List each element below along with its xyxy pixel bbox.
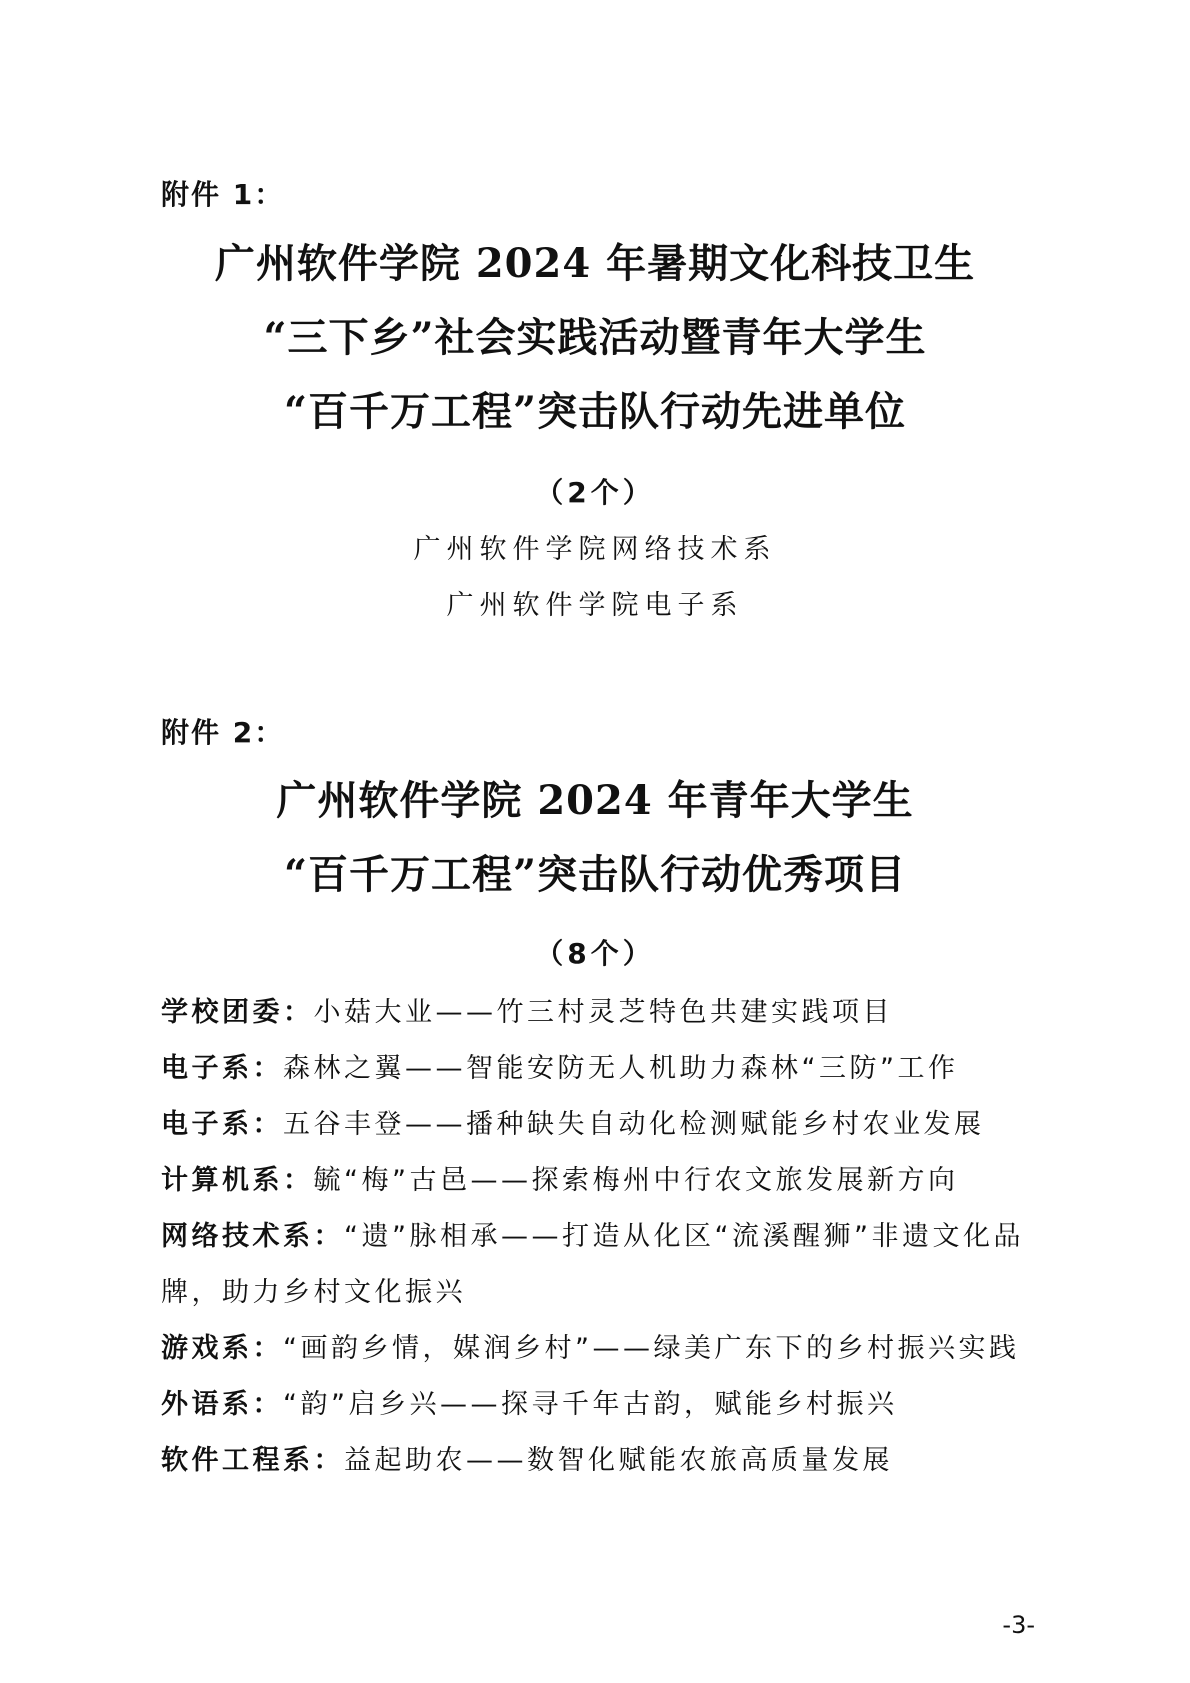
project-name: 益起助农——数智化赋能农旅高质量发展: [344, 1445, 893, 1476]
project-department: 网络技术系：: [161, 1221, 344, 1252]
project-department: 电子系：: [161, 1109, 283, 1140]
attachment-1-title-line-3: “百千万工程”突击队行动先进单位: [283, 388, 906, 435]
project-name: 毓“梅”古邑——探索梅州中行农文旅发展新方向: [313, 1165, 959, 1196]
project-department: 游戏系：: [161, 1333, 283, 1364]
project-department: 外语系：: [161, 1389, 283, 1420]
project-name: “韵”启乡兴——探寻千年古韵，赋能乡村振兴: [283, 1389, 898, 1420]
project-department: 电子系：: [161, 1053, 283, 1084]
project-department: 学校团委：: [161, 997, 314, 1028]
project-item: [161, 1377, 1031, 1433]
attachment-2-title: [0, 764, 1190, 912]
project-department: 软件工程系：: [161, 1445, 344, 1476]
project-item: [161, 1097, 1031, 1153]
project-name: “遗”脉相承——打造从化区“流溪醒狮”非遗文化品牌，助力乡村文化振兴: [161, 1221, 1024, 1308]
attachment-2-label: 附件 2：: [161, 716, 285, 749]
project-item: [161, 985, 1031, 1041]
project-item: [161, 1433, 1031, 1489]
attachment-1-unit-list: [0, 522, 1190, 634]
project-item: [161, 1041, 1031, 1097]
unit-item: 广州软件学院网络技术系: [413, 534, 777, 565]
project-name: 森林之翼——智能安防无人机助力森林“三防”工作: [283, 1053, 959, 1084]
attachment-1-title: [0, 227, 1190, 449]
attachment-1-count: （2个）: [535, 476, 655, 509]
project-item: [161, 1321, 1031, 1377]
attachment-1-title-line-1: 广州软件学院 2024 年暑期文化科技卫生: [214, 240, 976, 287]
project-item: [161, 1153, 1031, 1209]
project-name: 小菇大业——竹三村灵芝特色共建实践项目: [313, 997, 893, 1028]
attachment-2-count: （8个）: [535, 937, 655, 970]
project-item: [161, 1209, 1031, 1321]
attachment-2-title-line-2: “百千万工程”突击队行动优秀项目: [283, 851, 906, 898]
unit-item: 广州软件学院电子系: [446, 590, 744, 621]
attachment-1-label: 附件 1：: [161, 178, 285, 211]
project-department: 计算机系：: [161, 1165, 314, 1196]
project-name: 五谷丰登——播种缺失自动化检测赋能乡村农业发展: [283, 1109, 985, 1140]
attachment-1-title-line-2: “三下乡”社会实践活动暨青年大学生: [263, 314, 927, 361]
project-name: “画韵乡情，媒润乡村”——绿美广东下的乡村振兴实践: [283, 1333, 1020, 1364]
attachment-2-title-line-1: 广州软件学院 2024 年青年大学生: [276, 777, 914, 824]
page-number: -3-: [1002, 1611, 1035, 1639]
project-list: [161, 985, 1031, 1489]
